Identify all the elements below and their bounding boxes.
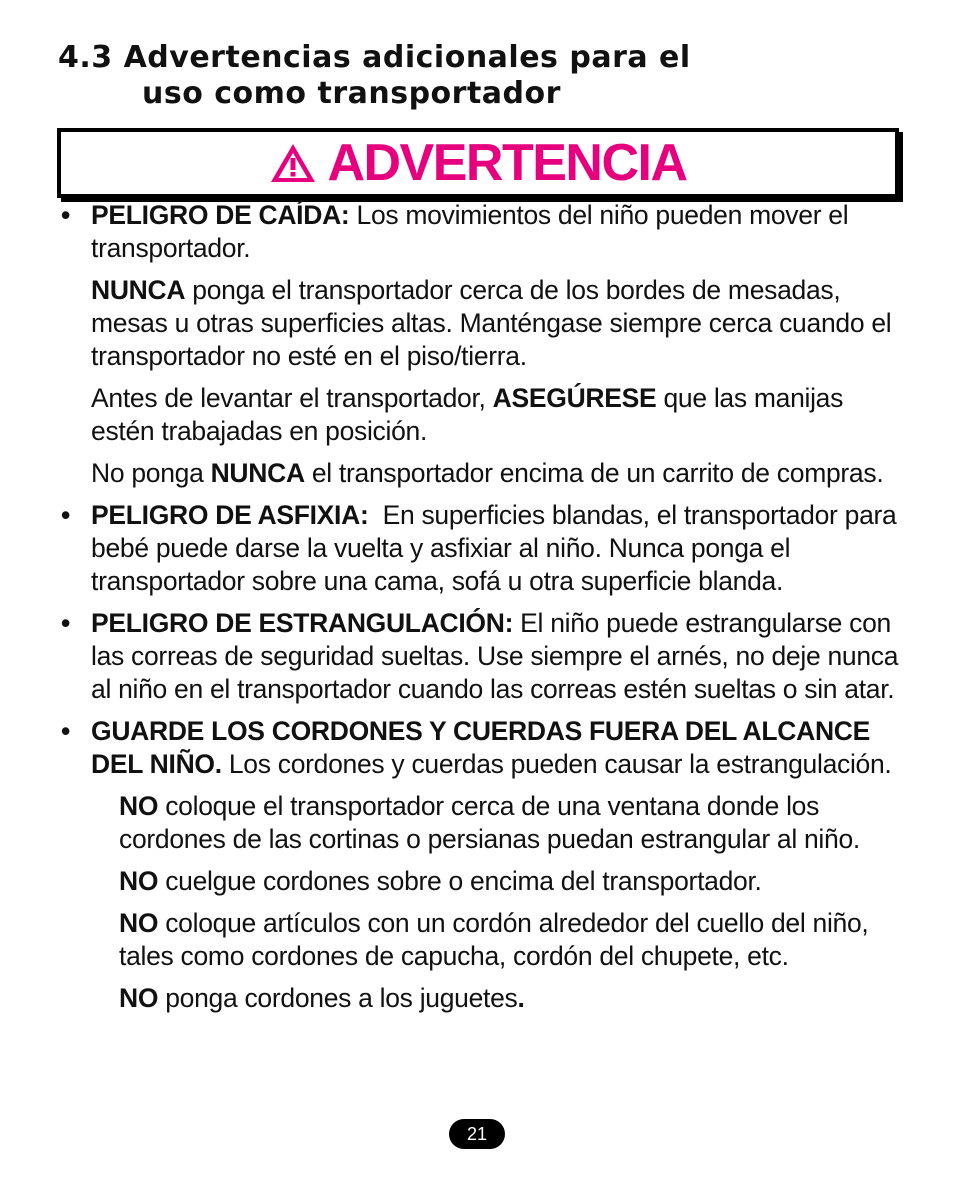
never-emphasis: NUNCA (91, 275, 186, 305)
cords-text: Los cordones y cuerdas pueden causar la estrangulación. (221, 749, 892, 779)
bullet-marker: • (61, 200, 70, 230)
fall-hazard-label: PELIGRO DE CAÍDA: (91, 200, 350, 230)
bullet-strangulation-hazard (60, 607, 910, 706)
no-emphasis: NO (119, 866, 159, 896)
handles-pre-text: Antes de levantar el transportador, (91, 383, 493, 413)
suffocation-hazard-text: En superficies blandas, el transportador para bebé puede darse la vuelta y asfixiar al niño. Nunca ponga el transportador sobre una cama, sofá u otra superficie blanda. (91, 500, 904, 596)
no-emphasis: NO (119, 908, 159, 938)
sub-paragraph-neck-cords (60, 907, 910, 973)
toy-cords-text: ponga cordones a los juguetes (158, 983, 518, 1013)
sub-paragraph-toy-cords (60, 982, 910, 1015)
hang-cords-text: cuelgue cordones sobre o encima del transportador. (158, 866, 762, 896)
cart-pre-text: No ponga (91, 458, 211, 488)
warning-banner (57, 128, 899, 198)
toy-cords-period: . (517, 983, 525, 1013)
section-heading-line-2: uso como transportador (142, 76, 561, 111)
paragraph-never-near-edges (60, 274, 910, 373)
bullet-cords (60, 715, 910, 781)
page-number-badge: 21 (449, 1119, 505, 1149)
warning-title: ADVERTENCIA (327, 134, 687, 192)
bullet-fall-hazard (60, 199, 910, 265)
sub-paragraph-window-cords (60, 790, 910, 856)
neck-cords-text: coloque artículos con un cordón alrededor del cuello del niño, tales como cordones de capucha, cordón del chupete, etc. (119, 908, 869, 971)
strangulation-hazard-text: El niño puede estrangularse con las correas de seguridad sueltas. Use siempre el arnés, no deje nunca al niño en el transportador cuando las correas estén sueltas o sin atar. (91, 608, 899, 704)
bullet-suffocation-hazard (60, 499, 910, 598)
make-sure-emphasis: ASEGÚRESE (492, 383, 657, 413)
warning-list (60, 199, 910, 1024)
no-emphasis: NO (119, 791, 159, 821)
paragraph-shopping-cart (60, 457, 910, 490)
window-cords-text: coloque el transportador cerca de una ventana donde los cordones de las cortinas o persianas puedan estrangular al niño. (119, 791, 860, 854)
never-near-edges-text: ponga el transportador cerca de los bordes de mesadas, mesas u otras superficies altas. Manténgase siempre cerca cuando el transportador no esté en el piso/tierra. (91, 275, 892, 371)
handles-post-text: que las manijas estén trabajadas en posición. (91, 383, 844, 446)
no-emphasis: NO (119, 983, 159, 1013)
sub-paragraph-hang-cords (60, 865, 910, 898)
never-emphasis: NUNCA (210, 458, 305, 488)
section-heading-line-1: 4.3 Advertencias adicionales para el (58, 40, 691, 75)
suffocation-hazard-label: PELIGRO DE ASFIXIA: (91, 500, 369, 530)
cords-label: GUARDE LOS CORDONES Y CUERDAS FUERA DEL ALCANCE DEL NIÑO. (91, 716, 871, 779)
warning-triangle-icon (269, 141, 317, 185)
bullet-marker: • (61, 608, 70, 638)
section-heading (58, 40, 691, 112)
bullet-marker: • (61, 500, 70, 530)
paragraph-handles-locked (60, 382, 910, 448)
cart-post-text: el transportador encima de un carrito de compras. (304, 458, 884, 488)
fall-hazard-text: Los movimientos del niño pueden mover el transportador. (91, 200, 849, 263)
bullet-marker: • (61, 716, 70, 746)
strangulation-hazard-label: PELIGRO DE ESTRANGULACIÓN: (91, 608, 514, 638)
